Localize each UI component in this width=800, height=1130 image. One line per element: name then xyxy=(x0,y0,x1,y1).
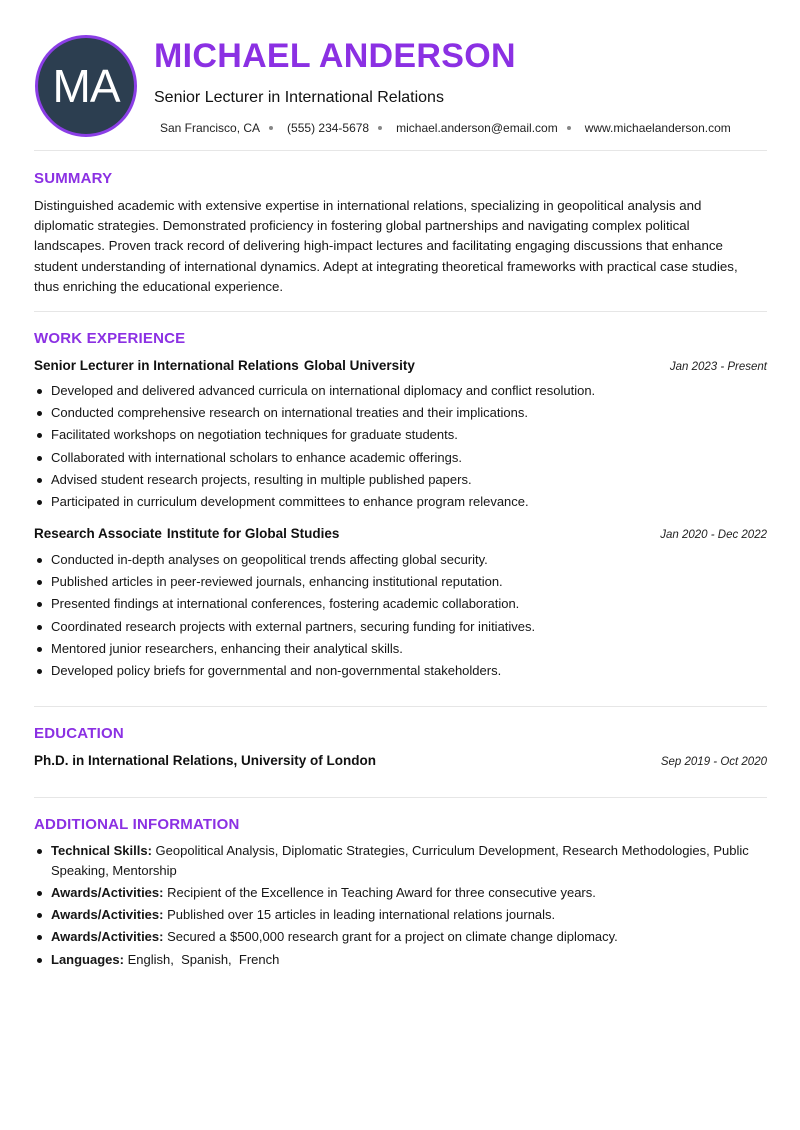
job-header xyxy=(34,526,767,541)
item-label: Technical Skills: xyxy=(51,843,152,858)
summary-text: Distinguished academic with extensive expertise in international relations, specializing in geopolitical analysis and diplomatic strategies. Demonstrated proficiency in fostering global partnerships and navigating complex political landscapes. Proven track record of delivering high-impact lectures and facilitating engaging discussions that enhance student understanding of international dynamics. Adept at integrating theoretical frameworks with practical case studies, thus enriching the educational experience. xyxy=(34,198,738,294)
list-item xyxy=(34,927,767,947)
job-bullet-list xyxy=(34,380,767,513)
job-title xyxy=(34,358,415,373)
list-item: Conducted comprehensive research on international treaties and their implications. xyxy=(34,402,767,424)
avatar-initials: MA xyxy=(52,60,120,112)
job-role: Senior Lecturer in International Relations xyxy=(34,358,299,373)
contact-website[interactable]: www.michaelanderson.com xyxy=(584,121,731,135)
item-label: Awards/Activities: xyxy=(51,906,164,922)
item-text: Geopolitical Analysis, Diplomatic Strategies, Curriculum Development, Research Methodologies, Public Speaking, Mentorship xyxy=(51,843,749,878)
work-experience-heading: WORK EXPERIENCE xyxy=(34,330,186,347)
summary-heading: SUMMARY xyxy=(34,170,113,187)
list-item xyxy=(34,950,767,970)
job-dates: Jan 2023 - Present xyxy=(669,361,767,373)
list-item xyxy=(34,841,767,880)
list-item xyxy=(34,905,767,925)
list-item: Coordinated research projects with external partners, securing funding for initiatives. xyxy=(34,616,767,638)
candidate-name: MICHAEL ANDERSON xyxy=(154,37,516,75)
bullet-separator-icon xyxy=(378,126,382,130)
job-header xyxy=(34,358,767,373)
item-label: Awards/Activities: xyxy=(51,928,164,944)
bullet-separator-icon xyxy=(269,126,273,130)
education-degree: Ph.D. in International Relations, University of London xyxy=(34,753,377,768)
list-item: Developed and delivered advanced curricula on international diplomacy and conflict resolution. xyxy=(34,380,767,402)
list-item: Collaborated with international scholars to enhance academic offerings. xyxy=(34,447,767,469)
education-heading: EDUCATION xyxy=(34,725,124,742)
item-text: English, Spanish, French xyxy=(127,952,280,967)
list-item: Published articles in peer-reviewed journals, enhancing institutional reputation. xyxy=(34,571,767,593)
list-item: Participated in curriculum development committees to enhance program relevance. xyxy=(34,491,767,513)
item-text: Published over 15 articles in leading international relations journals. xyxy=(167,906,556,922)
candidate-title: Senior Lecturer in International Relations xyxy=(154,89,444,106)
education-dates: Sep 2019 - Oct 2020 xyxy=(660,756,767,768)
additional-info-heading: ADDITIONAL INFORMATION xyxy=(34,816,240,833)
contact-location: San Francisco, CA xyxy=(160,121,261,135)
divider xyxy=(34,311,767,312)
divider xyxy=(34,706,767,707)
job-organization: Institute for Global Studies xyxy=(166,526,340,541)
list-item: Conducted in-depth analyses on geopolitical trends affecting global security. xyxy=(34,549,767,571)
list-item: Facilitated workshops on negotiation techniques for graduate students. xyxy=(34,424,767,446)
contact-email[interactable]: michael.anderson@email.com xyxy=(396,121,558,135)
contact-row xyxy=(160,121,731,135)
list-item: Mentored junior researchers, enhancing their analytical skills. xyxy=(34,638,767,660)
education-entry xyxy=(34,753,767,768)
contact-phone[interactable]: (555) 234-5678 xyxy=(287,121,370,135)
item-label: Languages: xyxy=(51,952,124,967)
list-item: Advised student research projects, resulting in multiple published papers. xyxy=(34,469,767,491)
item-text: Recipient of the Excellence in Teaching Award for three consecutive years. xyxy=(167,884,596,900)
divider xyxy=(34,150,767,151)
list-item xyxy=(34,883,767,903)
job-title xyxy=(34,526,339,541)
divider xyxy=(34,797,767,798)
list-item: Developed policy briefs for governmental and non-governmental stakeholders. xyxy=(34,660,767,682)
job-role: Research Associate xyxy=(34,526,162,541)
job-organization: Global University xyxy=(303,358,415,373)
item-label: Awards/Activities: xyxy=(51,884,164,900)
avatar xyxy=(35,35,137,137)
job-dates: Jan 2020 - Dec 2022 xyxy=(660,529,767,541)
item-text: Secured a $500,000 research grant for a project on climate change diplomacy. xyxy=(167,928,618,944)
job-bullet-list xyxy=(34,549,767,682)
bullet-separator-icon xyxy=(567,126,571,130)
list-item: Presented findings at international conferences, fostering academic collaboration. xyxy=(34,593,767,615)
additional-info-list xyxy=(34,841,767,972)
